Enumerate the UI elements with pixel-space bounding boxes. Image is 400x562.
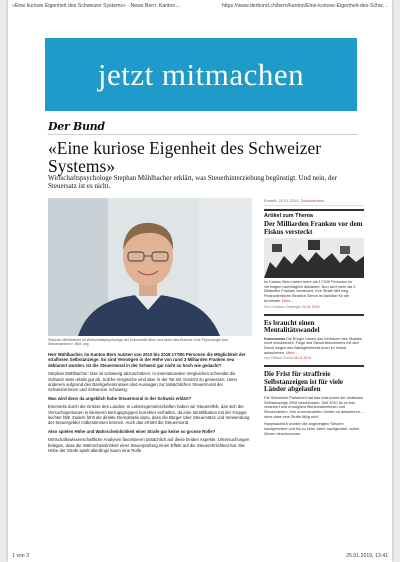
related-article-teaser [264, 396, 364, 420]
read-more-link[interactable]: Mehr... [281, 298, 294, 303]
photo-caption: Stephan Mühlbacher ist Wirtschaftspsychologe der Universität Wien und Autor des Buches «Die Psychologie des Steuerzahlens». Bild: zvg [48, 338, 228, 347]
article-question: Was wird denn da angeblich hohe Steuermoral in der Schweiz erklärt? [48, 395, 192, 401]
print-header [12, 3, 388, 9]
related-teaser-text: Im Kanton Bern haben mehr als 17'000 Personen ihr Vermögen nachträglich deklariert. Nun wird mehr als 3 Milliarden Franken versteuert. Ihre Strafe fällt weg. Finanzdirektorin Beatrice Simon ist dankbar für die Amnestie. [264, 280, 356, 303]
page-counter: 1 von 3 [12, 553, 30, 559]
ad-banner[interactable] [45, 38, 357, 111]
portrait-image [48, 198, 252, 336]
related-article-teaser-2 [264, 422, 364, 436]
article-question: Herr Mühlbacher, im Kanton Bern nutzten von 2010 bis 2018 17'000 Personen die Möglichkeit der straflosen Selbstanzeige. So sind Vermögen in der Höhe von rund 3 Milliarden Franken neu deklariert worden. Ist die Steuermoral in der Schweiz gar nicht so hoch wie gedacht? [48, 352, 246, 368]
print-header-url: https://www.derbund.ch/bern/kanton/Eine-kuriose-Eigenheit-des-Schw… [221, 3, 388, 9]
article-answer: Einerseits durch die Grösse des Landes: In Lebensgemeinschaften haben wir Steuerethik, das sich die Versuchspersonen in kleineren Bezugsgruppen korrekter verhalten, da eine Identifikation mit der Gruppe leichter fällt. Zudem fühlt die direkte Demokratie dazu, dass die Bürger über Steuersätze und Verwendung der Steuergelder mitbestimmen können. Auch das erhöht die Steuermoral. [48, 404, 250, 426]
related-teaser-text: Die Schweizer Parlament hat das Instrument der straflosen Selbstanzeige 2008 beschlossen. Seit 2010 ist es fest verankert und ermöglicht Steuerzahlerinnen und Steuerzahlern, ihre unversteuerten Gelder zu deklarieren – ohne dass eine Strafe fällig wird. [264, 395, 364, 419]
related-article-meta [264, 356, 364, 360]
related-teaser-text: Die Bürger haben das Vertrauen des Staates nicht missbraucht. Folge des Steuerabkommens mit den Druck wegen des Bankgeheimnis auch im Inland aufzuheben. [264, 336, 362, 355]
article-body [48, 352, 252, 457]
site-logo[interactable]: Der Bund [48, 120, 105, 133]
print-version-link[interactable]: Druckversion [300, 198, 325, 203]
article-answer: Stephan Mühlbacher: Das ist schwierig abzuschätzen. In internationalen Vergleichen schneidet die Schweiz stets relativ gut ab. Solche Vergleiche sind aber in der Tat mit Vorsicht zu geniessen. Unter anderem aufgrund des Bankgeheimnisses sind Aussagen zur tatsächlichen Steuermoral der Schweizerinnen und Schweizer schwierig. [48, 371, 238, 393]
related-articles [264, 209, 364, 309]
related-article-meta [264, 305, 364, 309]
related-date: 24.01.2019 [301, 304, 320, 309]
print-header-title: «Eine kuriose Eigenheit des Schweizer Systems» - News Bern: Kanton… [12, 3, 181, 9]
related-article [264, 365, 364, 436]
comment-label: Kommentar [264, 336, 286, 341]
related-article-teaser [264, 280, 364, 304]
logo-divider [48, 134, 358, 135]
related-teaser-text: Hauptsächlich wurden die angezeigten Steuern nachgefordert und bis zu zehn Jahre nachgezahlt, wobei Zinsen hinzukommen. [264, 422, 360, 436]
article-answer: Wirtschaftswissenschaftliche Analysen favorisieren tatsächlich auf diese beiden Aspekte. Untersuchungen belegen, dass die Wahrscheinlichkeit einer Steuerprüfung einen Effekt auf die Steuerehrlichkeit hat. Die Höhe der Strafe spielt allerdings kaum eine Rolle. [48, 437, 250, 454]
related-author: Von Fabian Christl [264, 356, 293, 361]
article-date: Erstellt: 25.01.2019, [264, 198, 300, 203]
article-headline: «Eine kuriose Eigenheit des Schweizer Systems» [48, 138, 322, 176]
print-timestamp: 25.01.2019, 13:41 [346, 553, 388, 559]
read-more-link[interactable]: Mehr... [285, 350, 298, 355]
related-article-image[interactable] [264, 238, 364, 278]
article-sidebar [264, 198, 364, 441]
related-date: 24.01.2019 [293, 356, 312, 361]
related-article-title[interactable]: Der Milliarden Franken vor dem Fiskus versteckt [264, 220, 363, 236]
related-author: Von Christian Zellweger [264, 304, 301, 309]
print-page [8, 0, 392, 562]
related-article-title[interactable]: Die Frist für straffreie Selbstanzeigen ist für viele Länder abgelaufen [264, 370, 344, 394]
related-article [264, 314, 364, 361]
related-article-title[interactable]: Es braucht einen Mentalitätswandel [264, 318, 320, 335]
related-article-teaser [264, 337, 364, 356]
ad-banner-text: jetzt mitmachen [97, 56, 305, 92]
print-footer [12, 553, 388, 559]
article-question: Also spielen Höhe und Wahrscheinlichkeit einer Strafe gar keine so grosse Rolle? [48, 428, 216, 434]
article-photo [48, 198, 252, 336]
related-section-title: Artikel zum Thema [264, 213, 313, 219]
related-image [264, 238, 364, 278]
article-meta [264, 198, 364, 206]
article-lead: Wirtschaftspsychologe Stephan Mühlbacher erklärt, was Steuerhinterziehung begünstigt. Und nein, der Steuersatz ist es nicht. [48, 174, 337, 190]
